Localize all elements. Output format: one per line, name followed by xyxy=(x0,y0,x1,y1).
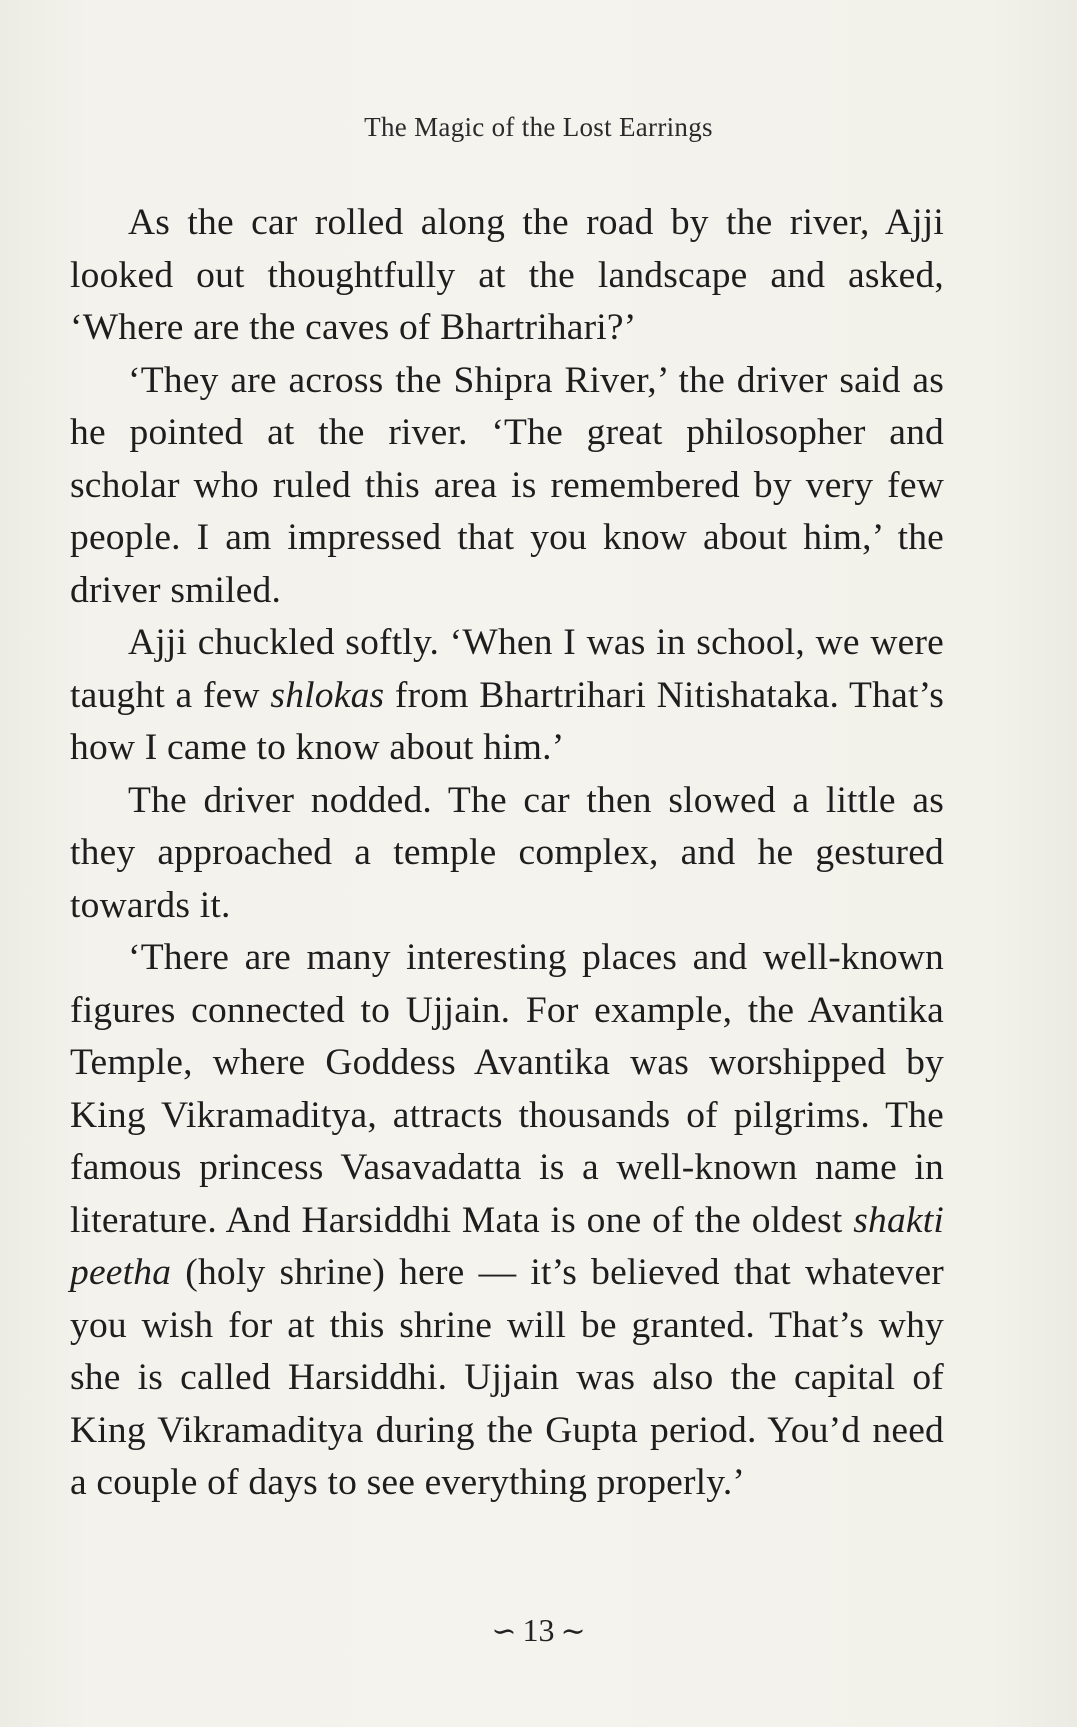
paragraph-1: As the car rolled along the road by the river, Ajji looked out thoughtfully at the landscape and asked, ‘Where are the caves of Bhartrihari?’ xyxy=(70,202,944,348)
paragraph-3-text-after: from Bhartrihari Nitishataka. That’s how I came to know about him.’ xyxy=(70,674,944,768)
page-number: 13 xyxy=(522,1612,555,1648)
paragraph-3 xyxy=(70,617,944,775)
paragraph-4: The driver nodded. The car then slowed a little as they approached a temple complex, and he gestured towards it. xyxy=(70,779,944,926)
page-footer xyxy=(0,1612,1077,1649)
paragraph-2: ‘They are across the Shipra River,’ the driver said as he pointed at the river. ‘The great philosopher and scholar who ruled this area is remembered by very few people. I am impressed that you know about him,’ the driver smiled. xyxy=(70,359,944,611)
body-text xyxy=(70,197,944,1510)
italic-term-shakti-peetha: shakti peetha xyxy=(70,1199,944,1293)
running-head: The Magic of the Lost Earrings xyxy=(364,112,713,142)
ornament-left-icon: ∽ xyxy=(491,1615,517,1648)
ornament-right-icon: ∼ xyxy=(560,1615,586,1648)
italic-term-shlokas: shlokas xyxy=(270,674,385,716)
paragraph-3-text-before: Ajji chuckled softly. ‘When I was in school, we were taught a few xyxy=(70,622,944,716)
paragraph-5-text-before: ‘There are many interesting places and well-known figures connected to Ujjain. For example, the Avantika Temple, where Goddess Avantika was worshipped by King Vikramaditya, attracts thousands of pilgrims. The famous princess Vasavadatta is a well-known name in literature. And Harsiddhi Mata is one of the oldest xyxy=(70,937,944,1241)
paragraph-5-text-after: (holy shrine) here — it’s believed that whatever you wish for at this shrine will be granted. That’s why she is called Harsiddhi. Ujjain was also the capital of King Vikramaditya during the Gupta period. You’d need a couple of days to see everything properly.’ xyxy=(70,1252,944,1503)
paragraph-5 xyxy=(70,932,944,1510)
